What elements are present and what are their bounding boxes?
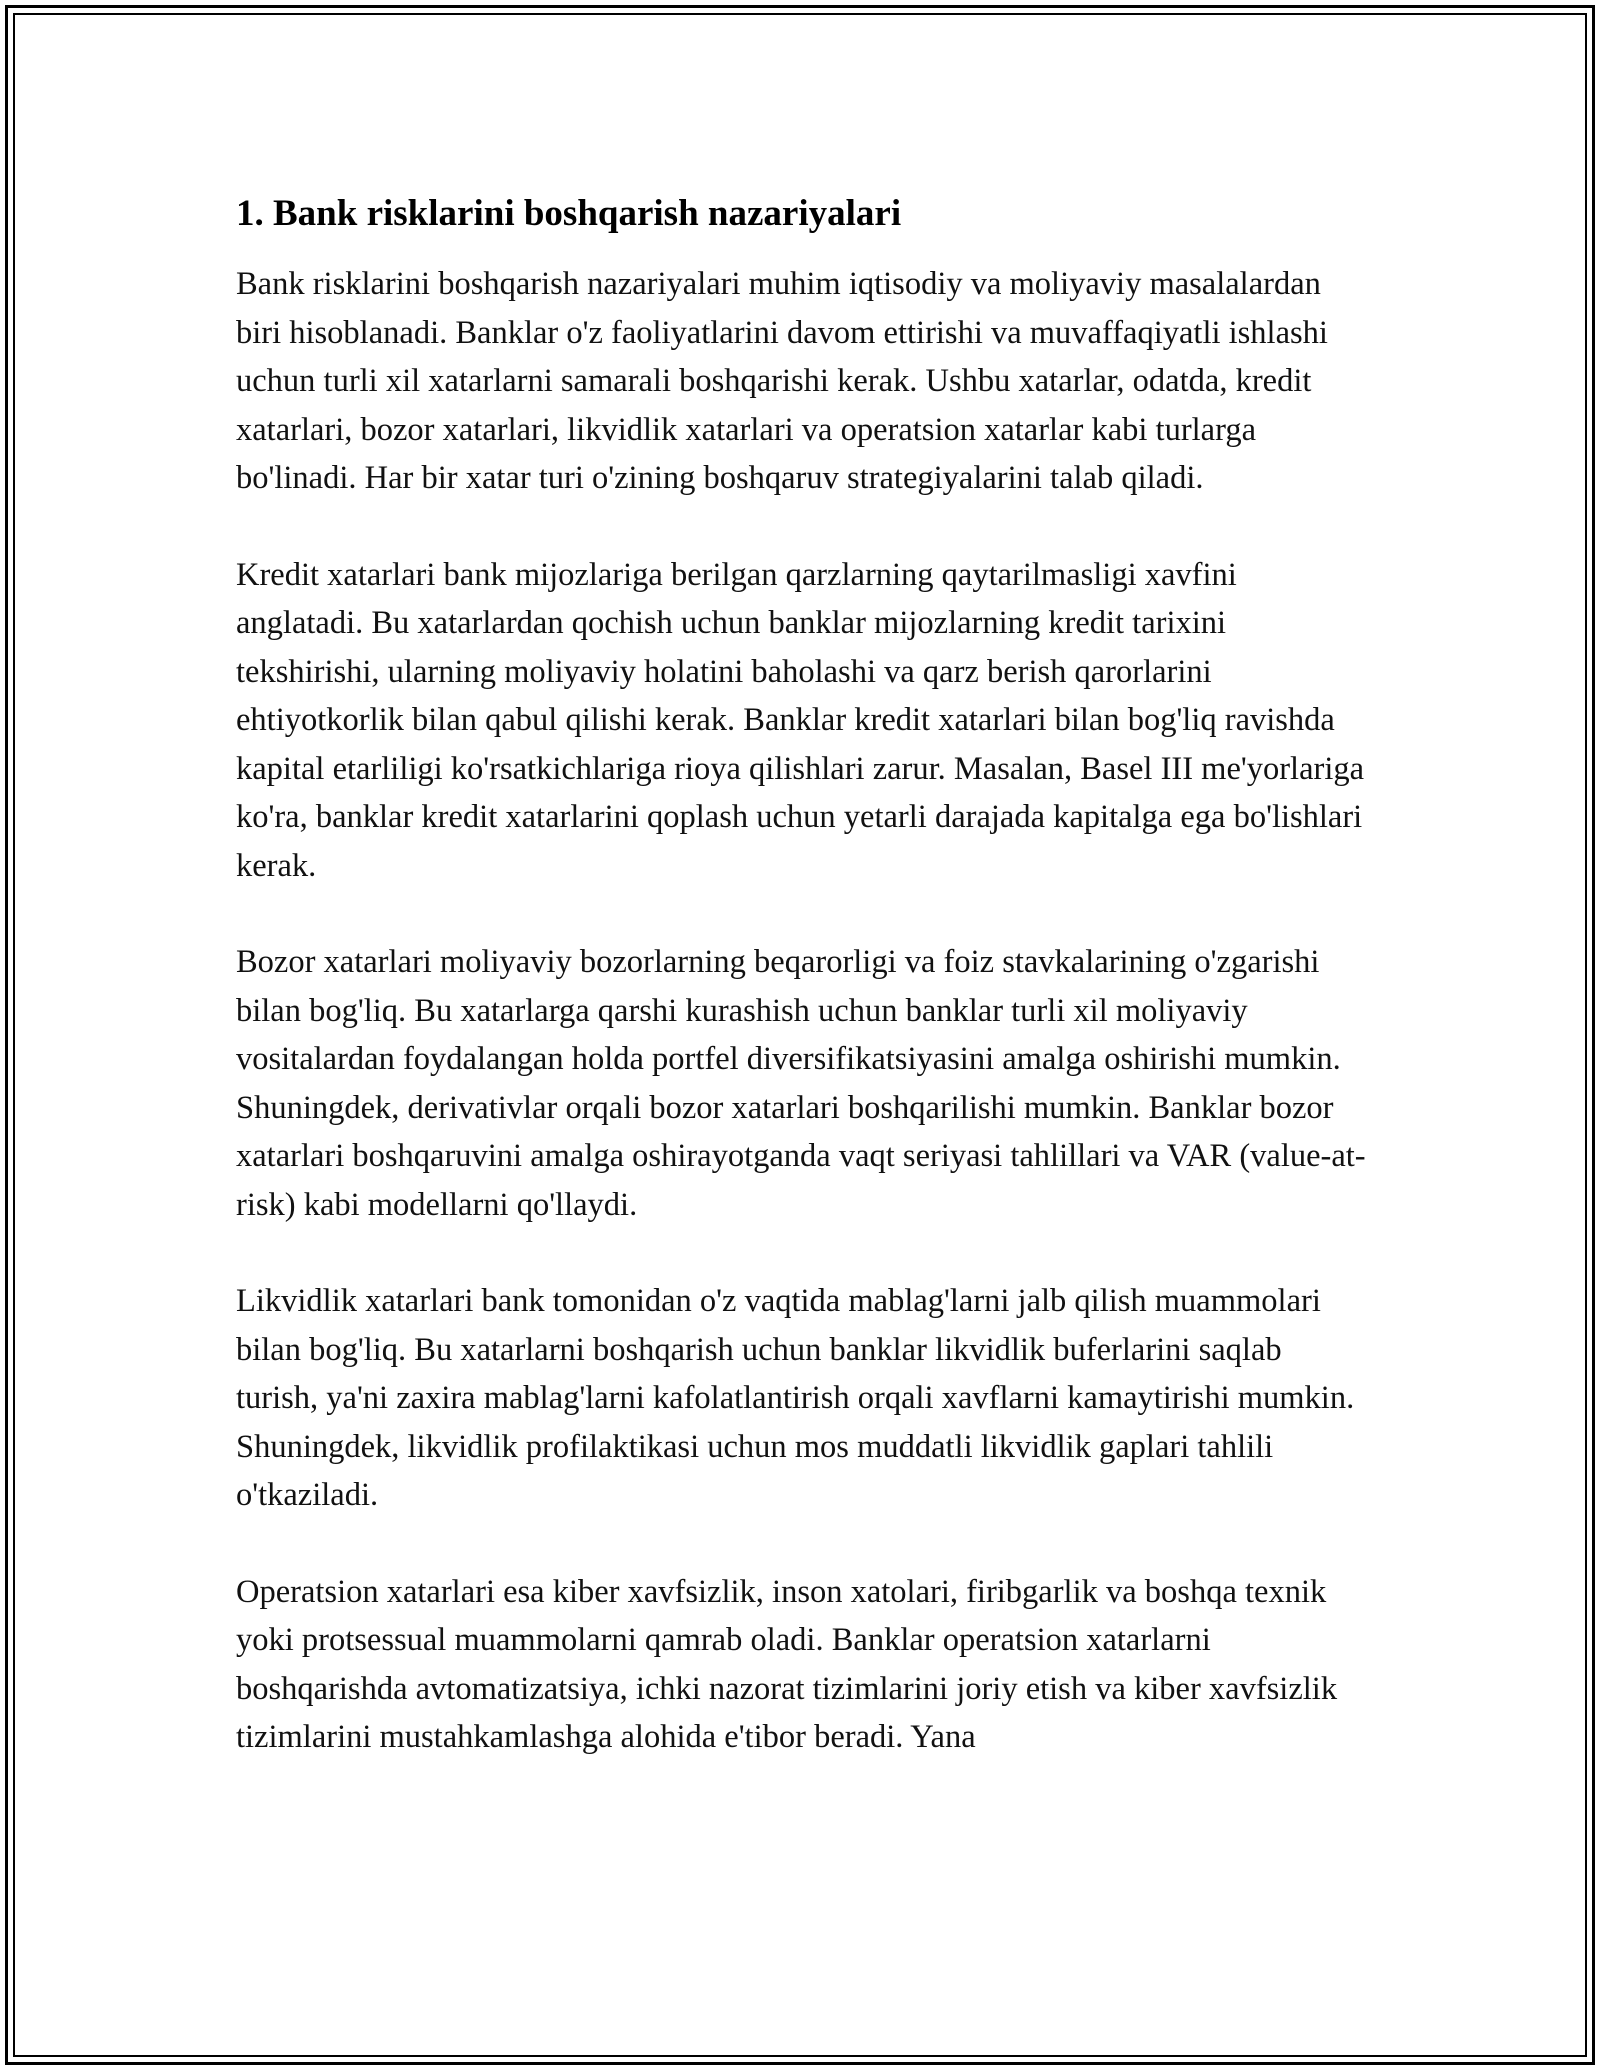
paragraph-market-risk: Bozor xatarlari moliyaviy bozorlarning beqarorligi va foiz stavkalarining o'zgarishi bilan bog'liq. Bu xatarlarga qarshi kurashish uchun banklar turli xil moliyaviy vositalardan foydalangan holda portfel diversifikatsiyasini amalga oshirishi mumkin. Shuningdek, derivativlar orqali bozor xatarlari boshqarilishi mumkin. Banklar bozor xatarlari boshqaruvini amalga oshirayotganda vaqt seriyasi tahlillari va VAR (value-at-risk) kabi modellarni qo'llaydi. <box>236 944 1366 1223</box>
paragraph-credit-risk: Kredit xatarlari bank mijozlariga berilgan qarzlarning qaytarilmasligi xavfini anglatadi. Bu xatarlardan qochish uchun banklar mijozlarning kredit tarixini tekshirishi, ularning moliyaviy holatini baholashi va qarz berish qarorlarini ehtiyotkorlik bilan qabul qilishi kerak. Banklar kredit xatarlari bilan bog'liq ravishda kapital etarliligi ko'rsatkichlariga rioya qilishlari zarur. Masalan, Basel III me'yorlariga ko'ra, banklar kredit xatarlarini qoplash uchun yetarli darajada kapitalga ega bo'lishlari kerak. <box>236 556 1365 884</box>
paragraph-liquidity-risk: Likvidlik xatarlari bank tomonidan o'z vaqtida mablag'larni jalb qilish muammolari bilan bog'liq. Bu xatarlarni boshqarish uchun banklar likvidlik buferlarini saqlab turish, ya'ni zaxira mablag'larni kafolatlantirish orqali xavflarni kamaytirishi mumkin. Shuningdek, likvidlik profilaktikasi uchun mos muddatli likvidlik gaplari tahlili o'tkaziladi. <box>236 1283 1355 1513</box>
document-body <box>236 190 1366 1810</box>
paragraph-overview: Bank risklarini boshqarish nazariyalari muhim iqtisodiy va moliyaviy masalalardan biri hisoblanadi. Banklar o'z faoliyatlarini davom ettirishi va muvaffaqiyatli ishlashi uchun turli xil xatarlarni samarali boshqarishi kerak. Ushbu xatarlar, odatda, kredit xatarlari, bozor xatarlari, likvidlik xatarlari va operatsion xatarlar kabi turlarga bo'linadi. Har bir xatar turi o'zining boshqaruv strategiyalarini talab qiladi. <box>236 266 1328 496</box>
section-heading: 1. Bank risklarini boshqarish nazariyalari <box>236 193 902 234</box>
paragraph-operational-risk: Operatsion xatarlari esa kiber xavfsizlik, inson xatolari, firibgarlik va boshqa texnik yoki protsessual muammolarni qamrab oladi. Banklar operatsion xatarlarni boshqarishda avtomatizatsiya, ichki nazorat tizimlarini joriy etish va kiber xavfsizlik tizimlarini mustahkamlashga alohida e'tibor beradi. Yana <box>236 1573 1338 1755</box>
